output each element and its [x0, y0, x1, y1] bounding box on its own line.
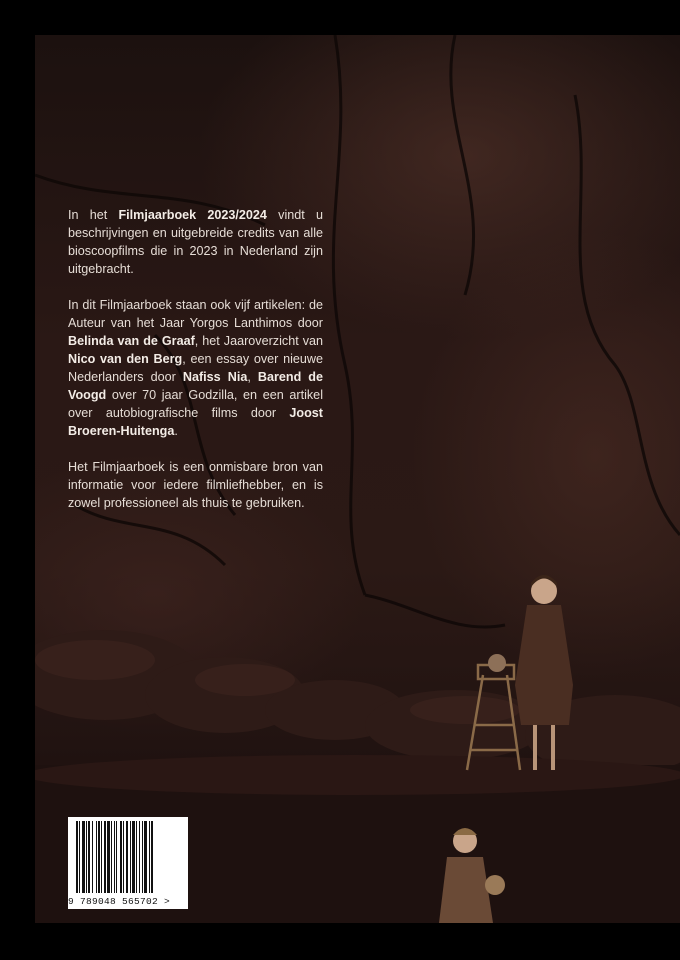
author-name: Belinda van de Graaf	[68, 334, 195, 348]
author-name: Joost Broeren-Huitenga	[68, 406, 323, 438]
cover-photo	[35, 35, 680, 923]
author-name: Nafiss Nia	[182, 370, 248, 384]
blurb-paragraph-closing: Het Filmjaarboek is een onmisbare bron van informatie voor iedere filmliefhebber, en is zowel professioneel als thuis te gebruiken.	[68, 460, 323, 510]
back-cover-blurb	[68, 206, 323, 530]
blurb-paragraph-intro: In het Filmjaarboek 2023/2024 vindt u beschrijvingen en uitgebreide credits van alle bioscoopfilms die in 2023 in Nederland zijn uitgebracht.	[68, 208, 323, 276]
book-title: Filmjaarboek 2023/2024	[118, 208, 267, 222]
isbn-number: 9 789048 565702 >	[68, 896, 171, 907]
barcode-bars	[76, 821, 180, 893]
author-name: Nico van den Berg	[68, 352, 183, 366]
blurb-paragraph-articles: In dit Filmjaarboek staan ook vijf artikelen: de Auteur van het Jaar Yorgos Lanthimos door Belinda van de Graaf, het Jaaroverzicht van Nico van den Berg, een essay over nieuwe Nederlanders door Nafiss Nia, Barend de Voogd over 70 jaar Godzilla, en een artikel over autobiografische films door Joost Broeren-Huitenga.	[68, 298, 324, 438]
isbn-barcode	[68, 817, 188, 909]
author-name: Barend de Voogd	[68, 370, 323, 402]
